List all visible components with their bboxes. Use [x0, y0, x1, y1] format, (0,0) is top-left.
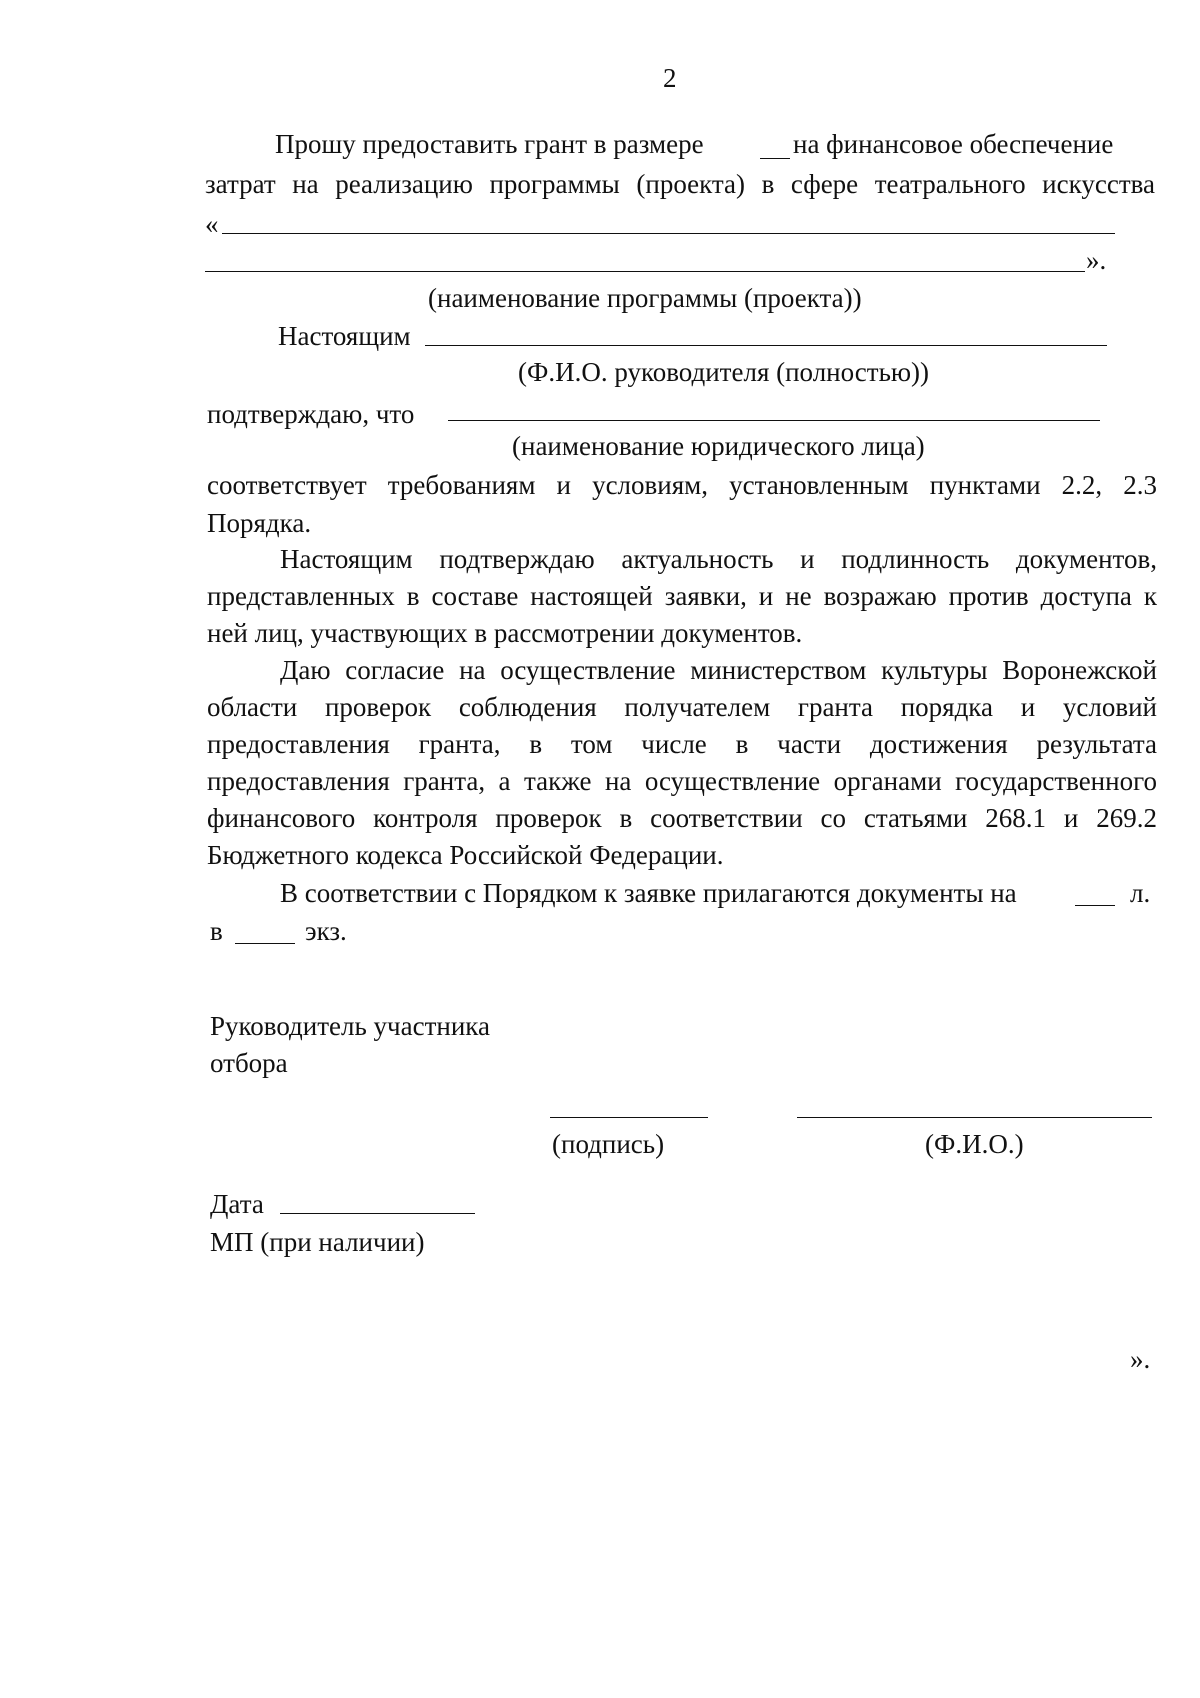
- page-number: 2: [663, 63, 677, 93]
- close-quote: ».: [1086, 245, 1107, 275]
- name-caption: (Ф.И.О.): [925, 1129, 1024, 1159]
- head-title-line2: отбора: [210, 1048, 288, 1078]
- consent-line-4: предоставления гранта, а также на осуществление органами государственного: [207, 766, 1157, 796]
- grant-amount-blank: [760, 158, 790, 159]
- signature-caption: (подпись): [552, 1129, 665, 1159]
- requirements-line-end: Порядка.: [207, 508, 312, 538]
- copies-unit: экз.: [305, 916, 347, 946]
- attachments-line: В соответствии с Порядком к заявке прилагаются документы на: [280, 878, 1017, 908]
- head-name-blank: [425, 345, 1107, 346]
- head-name-caption: (Ф.И.О. руководителя (полностью)): [518, 357, 930, 387]
- requirements-line: соответствует требованиям и условиям, установленным пунктами 2.2, 2.3: [207, 470, 1157, 500]
- program-name-caption: (наименование программы (проекта)): [428, 283, 862, 313]
- open-quote: «: [205, 209, 219, 239]
- in-label: в: [210, 916, 223, 946]
- date-blank: [280, 1213, 475, 1214]
- org-name-blank: [448, 420, 1100, 421]
- signature-blank: [550, 1117, 708, 1118]
- request-line2: затрат на реализацию программы (проекта) в сфере театрального искусства: [205, 169, 1155, 199]
- copies-count-blank: [235, 943, 295, 944]
- request-line1-start: Прошу предоставить грант в размере: [275, 129, 704, 159]
- consent-line-3: предоставления гранта, в том числе в части достижения результата: [207, 729, 1157, 759]
- date-label: Дата: [210, 1189, 264, 1219]
- name-blank: [797, 1117, 1152, 1118]
- docs-line-2: представленных в составе настоящей заявки, и не возражаю против доступа к: [207, 581, 1157, 611]
- sheets-count-blank: [1075, 905, 1115, 906]
- consent-line-2: области проверок соблюдения получателем гранта порядка и условий: [207, 692, 1157, 722]
- consent-line-6: Бюджетного кодекса Российской Федерации.: [207, 840, 724, 870]
- program-name-blank-1: [222, 233, 1115, 234]
- confirm-that-label: подтверждаю, что: [207, 399, 415, 429]
- org-name-caption: (наименование юридического лица): [512, 431, 925, 461]
- program-name-blank-2: [205, 271, 1085, 272]
- request-line1-end: на финансовое обеспечение: [793, 129, 1114, 159]
- presently-label: Настоящим: [278, 321, 411, 351]
- head-title-line1: Руководитель участника: [210, 1011, 490, 1041]
- stamp-label: МП (при наличии): [210, 1227, 425, 1257]
- docs-line-1: Настоящим подтверждаю актуальность и подлинность документов,: [280, 544, 1157, 574]
- closing-quote: ».: [1130, 1344, 1151, 1374]
- sheets-unit: л.: [1130, 878, 1151, 908]
- consent-line-5: финансового контроля проверок в соответствии со статьями 268.1 и 269.2: [207, 803, 1157, 833]
- docs-line-3: ней лиц, участвующих в рассмотрении документов.: [207, 618, 803, 648]
- consent-line-1: Даю согласие на осуществление министерством культуры Воронежской: [280, 655, 1157, 685]
